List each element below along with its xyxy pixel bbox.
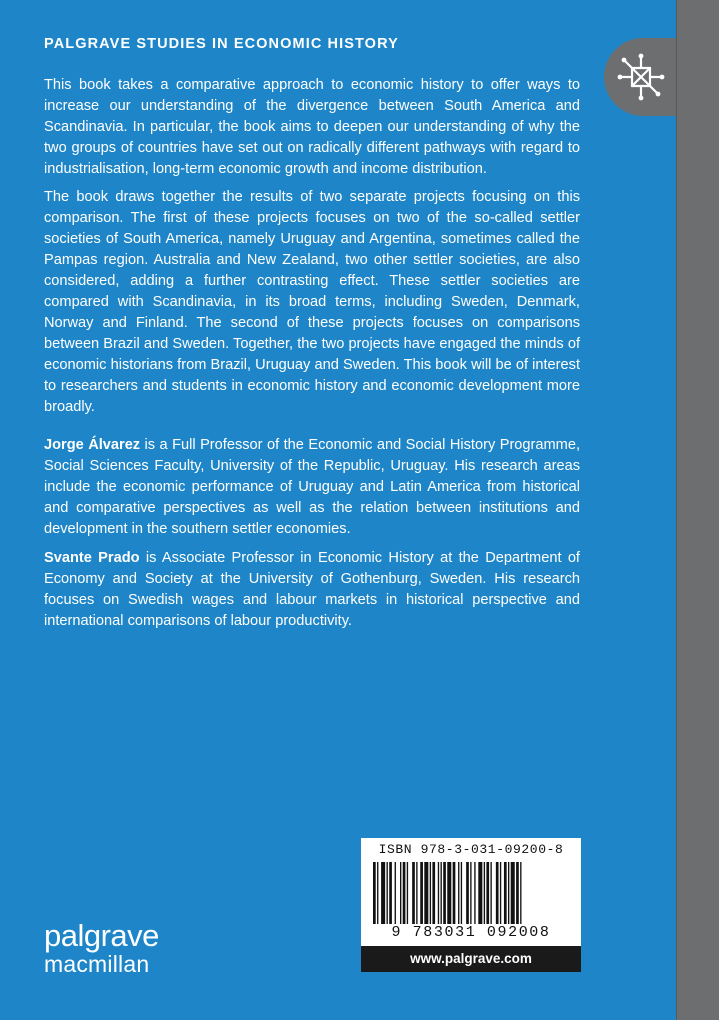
barcode-bar — [508, 862, 509, 924]
barcode-block — [361, 838, 581, 972]
barcode-bar — [474, 862, 475, 924]
barcode-bar — [430, 862, 431, 924]
barcode-bar — [470, 862, 471, 924]
author-bio-1 — [44, 435, 580, 540]
barcode-bar — [412, 862, 415, 924]
publisher-logo-tab — [604, 38, 680, 116]
barcode-bar — [484, 862, 485, 924]
author-bio-text: is Associate Professor in Economic History at the Department of Economy and Society at the University of Gothenburg, Sweden. His research focuses on Swedish wages and labour markets in historical perspective and international comparisons of labour productivity. — [44, 550, 580, 629]
author-name: Jorge Álvarez — [44, 437, 141, 453]
barcode-bar — [377, 862, 378, 924]
publisher-line-2: macmillan — [44, 951, 150, 977]
barcode-bar — [416, 862, 417, 924]
barcode-bar — [504, 862, 507, 924]
barcode-bar — [420, 862, 423, 924]
barcode-bar — [511, 862, 515, 924]
barcode-bar — [466, 862, 469, 924]
barcode-bar — [407, 862, 408, 924]
publisher-wordmark — [44, 920, 159, 976]
barcode-bar — [443, 862, 446, 924]
barcode-bar — [432, 862, 435, 924]
barcode-bar — [458, 862, 459, 924]
barcode-bars — [369, 862, 573, 924]
palgrave-star-icon — [616, 52, 666, 102]
barcode-bar — [395, 862, 396, 924]
barcode-bar — [447, 862, 451, 924]
spine-edge — [676, 0, 719, 1020]
barcode-bar — [373, 862, 376, 924]
barcode-bar — [400, 862, 401, 924]
barcode-bar — [381, 862, 385, 924]
barcode-bar — [387, 862, 388, 924]
barcode-bar — [516, 862, 519, 924]
description-paragraph-1: This book takes a comparative approach to economic history to offer ways to increase our understanding of the divergence between South America and Scandinavia. In particular, the book aims to deepen our understanding of why the two groups of countries have set out on radically different pathways with regard to industrialisation, long-term economic growth and income distribution. — [44, 77, 580, 177]
barcode-bar — [490, 862, 491, 924]
barcode-bar — [453, 862, 456, 924]
barcode-bar — [403, 862, 406, 924]
publisher-url: www.palgrave.com — [361, 946, 581, 972]
barcode-bar — [438, 862, 439, 924]
barcode-bar — [461, 862, 462, 924]
barcode-bar — [520, 862, 521, 924]
barcode-bar — [478, 862, 482, 924]
series-title: PALGRAVE STUDIES IN ECONOMIC HISTORY — [44, 36, 399, 52]
barcode-bar — [496, 862, 499, 924]
barcode-bar — [424, 862, 428, 924]
barcode-bar — [441, 862, 442, 924]
barcode-bar — [500, 862, 501, 924]
description-paragraph-2: The book draws together the results of two separate projects focusing on this comparison. The first of these projects focuses on two of the so-called settler societies of South America, namely Uruguay and Argentina, sometimes called the Pampas region. Australia and New Zealand, two other settler societies, are also considered, adding a further contrasting effect. These settler societies are compared with Scandinavia, in its broad terms, including Sweden, Denmark, Norway and Finland. The second of these projects focuses on comparisons between Brazil and Sweden. Together, the two projects have engaged the minds of economic historians from Brazil, Uruguay and Sweden. This book will be of interest to researchers and students in economic history and economic development more broadly. — [44, 189, 580, 415]
isbn-label: ISBN 978-3-031-09200-8 — [378, 842, 564, 857]
author-bio-text: is a Full Professor of the Economic and Social History Programme, Social Sciences Faculty, University of the Republic, Uruguay. His research areas include the economic performance of Uruguay and Latin America from historical and comparative perspectives as well as the relation between institutions and development in the southern settler economies. — [44, 437, 580, 537]
author-bio-2 — [44, 548, 580, 632]
barcode-bar — [486, 862, 489, 924]
author-name: Svante Prado — [44, 550, 140, 566]
barcode-bar — [389, 862, 392, 924]
ean-digits: 9 783031 092008 — [391, 924, 551, 941]
publisher-line-1: palgrave — [44, 918, 159, 953]
